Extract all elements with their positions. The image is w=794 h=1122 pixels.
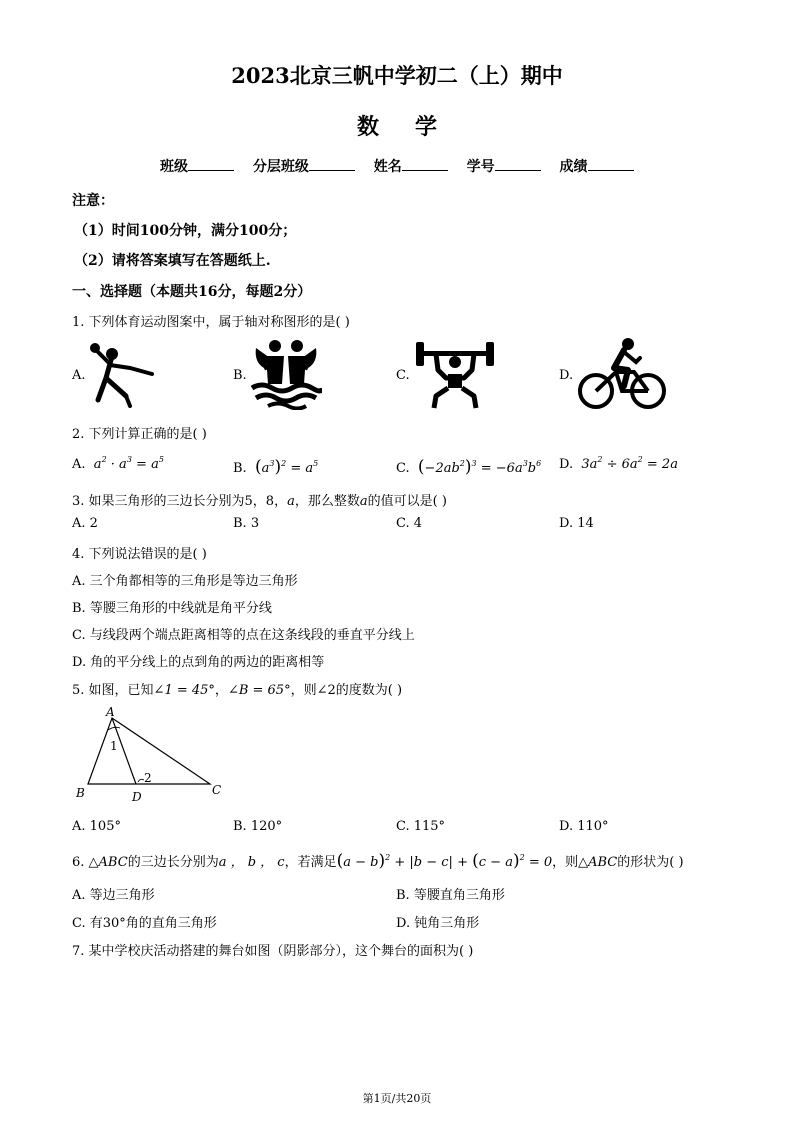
- field-score-label: 成绩: [559, 159, 588, 175]
- q2-option-c-label: C.: [396, 461, 410, 476]
- q1-option-c-label: C.: [396, 368, 410, 383]
- q2-option-d-label: D.: [559, 457, 574, 472]
- triangle-diagram: [70, 704, 230, 808]
- subject-title: 数学: [356, 114, 473, 140]
- q5-option-b[interactable]: B. 120°: [233, 819, 283, 834]
- q5-option-d[interactable]: D. 110°: [559, 819, 609, 834]
- side-variables: a ， b ， c: [218, 855, 285, 870]
- angle-1-label: 1: [110, 739, 118, 753]
- cycling-figure-icon: [576, 336, 668, 412]
- angle-1-arc: [108, 727, 120, 730]
- q3-option-c[interactable]: C. 4: [396, 516, 423, 531]
- q3-option-b[interactable]: B. 3: [233, 516, 260, 531]
- triangle-name: ABC: [98, 855, 128, 870]
- question-5: 5. 如图，已知∠1 = 45°，∠B = 65°，则∠2的度数为( ): [72, 683, 403, 698]
- question-5-text: 5. 如图，已知: [72, 683, 154, 698]
- field-id-blank[interactable]: [495, 156, 541, 171]
- question-6-equation: $(a - b)^2 + |b - c| + (c - a)^2 = 0$: [336, 851, 553, 871]
- question-5-condition: ∠B = 65°: [227, 683, 291, 698]
- vertex-b-label: B: [76, 786, 85, 800]
- q2-option-a[interactable]: [72, 457, 164, 472]
- q4-option-c[interactable]: C. 与线段两个端点距离相等的点在这条线段的垂直平分线上: [72, 628, 415, 643]
- q2-option-a-label: A.: [72, 457, 86, 472]
- question-6-text: 6. △: [72, 855, 99, 870]
- variable-a: a: [359, 494, 368, 509]
- q4-option-b[interactable]: B. 等腰三角形的中线就是角平分线: [72, 601, 272, 616]
- question-6-text: 的三边长分别为: [127, 855, 219, 870]
- q2-option-b-formula: $(a^3)^2 = a^5$: [254, 457, 319, 477]
- page-footer: 第1页/共20页: [362, 1092, 432, 1105]
- field-class-label: 班级: [160, 159, 188, 175]
- field-level-label: 分层班级: [252, 159, 309, 175]
- question-5-condition: ∠1 = 45°: [153, 683, 215, 698]
- q4-option-d[interactable]: D. 角的平分线上的点到角的两边的距离相等: [72, 655, 325, 670]
- note-item: （2）请将答案填写在答题纸上.: [74, 253, 271, 269]
- angle-2-label: 2: [144, 771, 152, 785]
- question-6: [72, 851, 684, 871]
- q5-option-c[interactable]: C. 115°: [396, 819, 446, 834]
- field-name-label: 姓名: [373, 159, 402, 175]
- q1-option-d-label: D.: [559, 368, 574, 383]
- question-2: 2. 下列计算正确的是( ): [72, 427, 207, 442]
- note-item: （1）时间100分钟，满分100分；: [74, 223, 297, 239]
- swimming-figure-icon: [250, 338, 322, 410]
- question-4: 4. 下列说法错误的是( ): [72, 547, 207, 562]
- q6-option-b[interactable]: B. 等腰直角三角形: [396, 888, 505, 903]
- q6-option-d[interactable]: D. 钝角三角形: [396, 916, 480, 931]
- q2-option-b[interactable]: [233, 457, 318, 477]
- question-6-text: ，则△: [552, 855, 589, 870]
- q6-option-c[interactable]: C. 有30°角的直角三角形: [72, 916, 217, 931]
- q2-option-a-formula: $a^2 \cdot a^3 = a^5$: [89, 455, 164, 472]
- question-1: 1. 下列体育运动图案中，属于轴对称图形的是( ): [72, 315, 350, 330]
- q6-option-a[interactable]: A. 等边三角形: [72, 888, 155, 903]
- q4-option-a[interactable]: A. 三个角都相等的三角形是等边三角形: [72, 574, 298, 589]
- field-score-blank[interactable]: [588, 156, 634, 171]
- field-level-blank[interactable]: [309, 156, 355, 171]
- q5-option-a[interactable]: A. 105°: [72, 819, 121, 834]
- q3-option-a[interactable]: A. 2: [72, 516, 98, 531]
- question-3-text: ，那么整数: [294, 494, 360, 509]
- page-title: 2023北京三帆中学初二（上）期中: [231, 63, 563, 88]
- q3-option-d[interactable]: D. 14: [559, 516, 594, 531]
- question-6-text: ，若满足: [284, 855, 337, 870]
- triangle-name: ABC: [588, 855, 618, 870]
- section-heading: 一、选择题（本题共16分，每题2分）: [72, 284, 312, 300]
- question-3: [72, 490, 447, 509]
- q1-option-b-label: B.: [233, 368, 247, 383]
- student-info-row: [160, 156, 648, 176]
- question-3-text: 的值可以是( ): [367, 494, 447, 509]
- vertex-a-label: A: [106, 705, 115, 719]
- weightlifting-figure-icon: [414, 338, 496, 410]
- q2-option-b-label: B.: [233, 461, 247, 476]
- vertex-d-label: D: [132, 790, 142, 804]
- field-id-label: 学号: [466, 159, 495, 175]
- variable-a: a: [287, 494, 295, 509]
- volleyball-figure-icon: [86, 338, 160, 410]
- q2-option-d[interactable]: [559, 457, 678, 472]
- field-class-blank[interactable]: [188, 156, 234, 171]
- q2-option-d-formula: $3a^2 \div 6a^2 = 2a$: [577, 455, 678, 472]
- question-6-text: 的形状为( ): [617, 855, 684, 870]
- field-name-blank[interactable]: [402, 156, 448, 171]
- vertex-c-label: C: [212, 783, 222, 797]
- notes-heading: 注意：: [72, 193, 114, 209]
- question-3-text: 3. 如果三角形的三边长分别为5，8，: [72, 494, 288, 509]
- q1-option-a-label: A.: [72, 368, 86, 383]
- q2-option-c-formula: $(-2ab^2)^3 = -6a^3b^6$: [417, 457, 542, 477]
- q2-option-c[interactable]: [396, 457, 541, 477]
- question-5-text: ，则∠2的度数为( ): [290, 683, 403, 698]
- question-7: 7. 某中学校庆活动搭建的舞台如图（阴影部分），这个舞台的面积为( ): [72, 944, 474, 959]
